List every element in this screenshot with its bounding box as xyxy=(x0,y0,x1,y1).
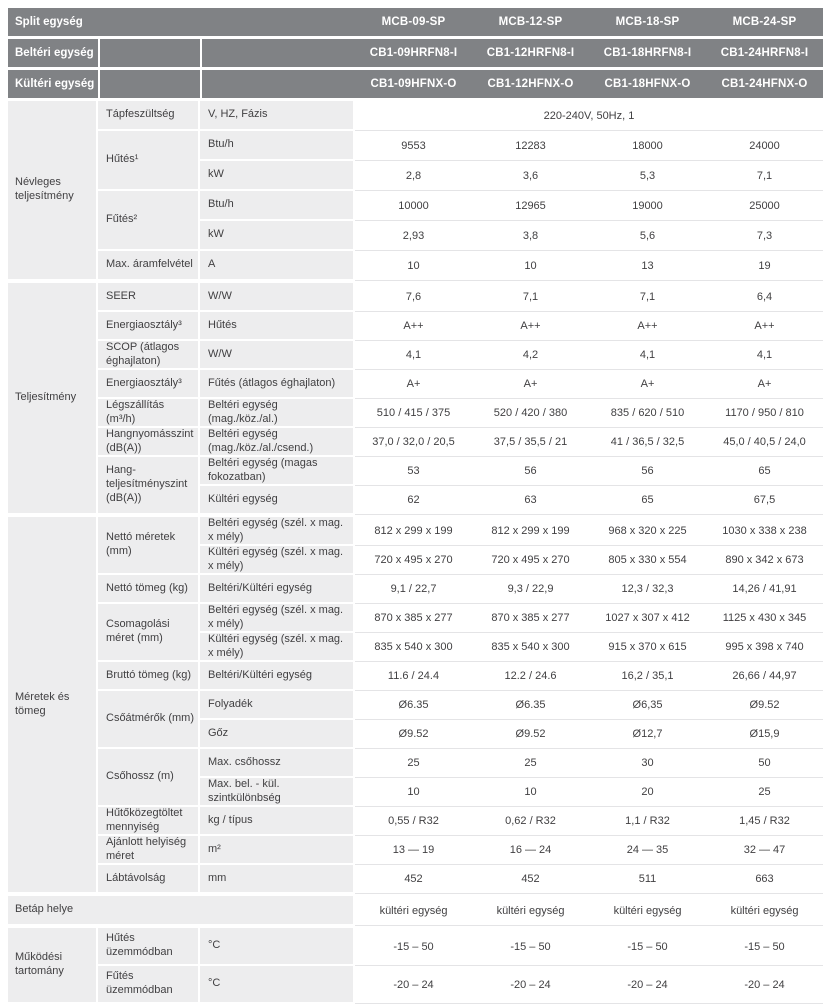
spec-sub-cell: mm xyxy=(200,865,355,894)
spec-value-cell: 65 xyxy=(706,457,823,486)
spec-value-cell: -20 – 24 xyxy=(355,966,472,1004)
spec-value-cell: 968 x 320 x 225 xyxy=(589,517,706,546)
spec-sub-cell: A xyxy=(200,251,355,281)
spec-sub-cell: V, HZ, Fázis xyxy=(200,101,355,131)
spec-value-cell: 510 / 415 / 375 xyxy=(355,399,472,428)
spec-sub-cell: Fűtés (átlagos éghajlaton) xyxy=(200,370,355,399)
spec-value-cell: 26,66 / 44,97 xyxy=(706,662,823,691)
spec-value-cell: Ø9.52 xyxy=(706,691,823,720)
header-row xyxy=(8,39,823,67)
spec-value-cell: 1030 x 338 x 238 xyxy=(706,517,823,546)
spec-sub-cell: Btu/h xyxy=(200,191,355,221)
spec-value-cell: 25 xyxy=(355,749,472,778)
spec-value-cell: -20 – 24 xyxy=(589,966,706,1004)
spec-value-cell: 62 xyxy=(355,486,472,515)
spec-value-cell: 63 xyxy=(472,486,589,515)
header-row xyxy=(8,8,823,36)
model-name-cell: MCB-12-SP xyxy=(472,8,589,36)
spec-label-cell: SCOP (átlagos éghajlaton) xyxy=(98,341,200,370)
spec-value-cell: 890 x 342 x 673 xyxy=(706,546,823,575)
spec-value-cell: 9,1 / 22,7 xyxy=(355,575,472,604)
model-name-cell: CB1-12HFNX-O xyxy=(472,70,589,98)
spec-value-span-cell: 220-240V, 50Hz, 1 xyxy=(355,101,823,131)
spec-value-cell: -15 – 50 xyxy=(472,928,589,966)
spec-sheet xyxy=(8,8,823,1004)
spec-value-cell: 13 xyxy=(589,251,706,281)
spec-value-cell: 10 xyxy=(472,251,589,281)
spec-value-cell: -15 – 50 xyxy=(355,928,472,966)
spec-label-cell: Lábtávolság xyxy=(98,865,200,894)
spec-label-cell: Bruttó tömeg (kg) xyxy=(98,662,200,691)
model-name-cell: CB1-09HFNX-O xyxy=(355,70,472,98)
spec-value-cell: 835 / 620 / 510 xyxy=(589,399,706,428)
spec-sub-cell: Beltéri/Kültéri egység xyxy=(200,575,355,604)
spec-value-cell: 50 xyxy=(706,749,823,778)
spec-label-cell: Tápfeszültség xyxy=(98,101,200,131)
spec-value-cell: 41 / 36,5 / 32,5 xyxy=(589,428,706,457)
spec-value-cell: 24 — 35 xyxy=(589,836,706,865)
header-row-label: Split egység xyxy=(8,8,355,36)
spec-value-cell: 7,6 xyxy=(355,283,472,312)
spec-value-cell: 1,1 / R32 xyxy=(589,807,706,836)
model-name-cell: CB1-09HRFN8-I xyxy=(355,39,472,67)
spec-value-cell: 7,1 xyxy=(589,283,706,312)
spec-value-cell: 56 xyxy=(472,457,589,486)
spec-value-cell: 7,1 xyxy=(472,283,589,312)
category-cell: Méretek és tömeg xyxy=(8,517,98,894)
spec-value-cell: 12,3 / 32,3 xyxy=(589,575,706,604)
spec-sub-cell: Beltéri egység (mag./köz./al.) xyxy=(200,399,355,428)
spec-sub-cell: Max. csőhossz xyxy=(200,749,355,778)
spec-value-cell: 7,3 xyxy=(706,221,823,251)
spec-value-cell: 25 xyxy=(472,749,589,778)
spec-value-cell: 812 x 299 x 199 xyxy=(355,517,472,546)
spec-value-cell: A++ xyxy=(472,312,589,341)
spec-value-cell: 1125 x 430 x 345 xyxy=(706,604,823,633)
spec-value-cell: 812 x 299 x 199 xyxy=(472,517,589,546)
spec-value-cell: 1,45 / R32 xyxy=(706,807,823,836)
spec-value-cell: 24000 xyxy=(706,131,823,161)
spec-label-cell: Hangnyomásszint (dB(A)) xyxy=(98,428,200,457)
spec-value-cell: Ø15,9 xyxy=(706,720,823,749)
spec-value-cell: 1027 x 307 x 412 xyxy=(589,604,706,633)
spec-section xyxy=(8,896,823,926)
spec-value-cell: 12.2 / 24.6 xyxy=(472,662,589,691)
spec-label-cell: Hang-teljesítményszint (dB(A)) xyxy=(98,457,200,515)
model-name-cell: MCB-09-SP xyxy=(355,8,472,36)
spec-sub-cell: Beltéri egység (szél. x mag. x mély) xyxy=(200,517,355,546)
spec-value-cell: 0,55 / R32 xyxy=(355,807,472,836)
spec-value-cell: 805 x 330 x 554 xyxy=(589,546,706,575)
spec-value-cell: 12283 xyxy=(472,131,589,161)
spec-sub-cell: Beltéri egység (szél. x mag. x mély) xyxy=(200,604,355,633)
spec-value-cell: 7,1 xyxy=(706,161,823,191)
spec-value-cell: Ø6.35 xyxy=(355,691,472,720)
spec-sub-cell: Gőz xyxy=(200,720,355,749)
spec-value-cell: 720 x 495 x 270 xyxy=(472,546,589,575)
spec-value-cell: 10 xyxy=(355,778,472,807)
spec-value-cell: 663 xyxy=(706,865,823,894)
spec-value-cell: 16,2 / 35,1 xyxy=(589,662,706,691)
spec-sub-cell: Beltéri egység (mag./köz./al./csend.) xyxy=(200,428,355,457)
spec-section xyxy=(8,101,823,281)
spec-label-cell: Ajánlott helyiség méret xyxy=(98,836,200,865)
spec-sub-cell: m² xyxy=(200,836,355,865)
spec-value-cell: 720 x 495 x 270 xyxy=(355,546,472,575)
spec-sub-cell: Folyadék xyxy=(200,691,355,720)
spec-sub-cell: Kültéri egység xyxy=(200,486,355,515)
spec-value-cell: 32 — 47 xyxy=(706,836,823,865)
spec-value-cell: A++ xyxy=(355,312,472,341)
spec-sub-cell: Kültéri egység (szél. x mag. x mély) xyxy=(200,633,355,662)
spec-label-cell: Hűtőközegtöltet mennyiség xyxy=(98,807,200,836)
spec-value-cell: 19000 xyxy=(589,191,706,221)
model-name-cell: CB1-24HRFN8-I xyxy=(706,39,823,67)
spec-label-cell: Energiaosztály³ xyxy=(98,370,200,399)
spec-value-cell: 11.6 / 24.4 xyxy=(355,662,472,691)
spec-value-cell: 835 x 540 x 300 xyxy=(355,633,472,662)
spec-sub-cell: Beltéri/Kültéri egység xyxy=(200,662,355,691)
spec-value-cell: 67,5 xyxy=(706,486,823,515)
spec-sub-cell: Max. bel. - kül. szintkülönbség xyxy=(200,778,355,807)
spec-section xyxy=(8,928,823,1004)
spec-value-cell: 45,0 / 40,5 / 24,0 xyxy=(706,428,823,457)
model-name-cell: MCB-18-SP xyxy=(589,8,706,36)
spec-value-cell: 20 xyxy=(589,778,706,807)
spec-label-cell: SEER xyxy=(98,283,200,312)
spec-sub-cell: Hűtés xyxy=(200,312,355,341)
spec-value-cell: 915 x 370 x 615 xyxy=(589,633,706,662)
spec-sub-cell: kg / típus xyxy=(200,807,355,836)
spec-value-cell: 4,2 xyxy=(472,341,589,370)
spec-label-cell: Hűtés üzemmódban xyxy=(98,928,200,966)
spec-label-cell: Nettó méretek (mm) xyxy=(98,517,200,575)
spec-value-cell: 10000 xyxy=(355,191,472,221)
spec-value-cell: 4,1 xyxy=(589,341,706,370)
spec-value-cell: 5,3 xyxy=(589,161,706,191)
spec-sub-cell: Beltéri egység (magas fokozatban) xyxy=(200,457,355,486)
spec-value-cell: A+ xyxy=(706,370,823,399)
header-row xyxy=(8,70,823,98)
category-cell: Névleges teljesítmény xyxy=(8,101,98,281)
spec-sub-cell: W/W xyxy=(200,283,355,312)
spec-value-cell: 30 xyxy=(589,749,706,778)
model-name-cell: CB1-18HFNX-O xyxy=(589,70,706,98)
spec-value-cell: A++ xyxy=(706,312,823,341)
spec-sub-cell: kW xyxy=(200,161,355,191)
spec-label-cell: Max. áramfelvétel xyxy=(98,251,200,281)
spec-table-body xyxy=(8,101,823,1004)
spec-label-cell: Fűtés üzemmódban xyxy=(98,966,200,1004)
spec-value-cell: A+ xyxy=(355,370,472,399)
spec-value-cell: 10 xyxy=(355,251,472,281)
spec-label-cell: Nettó tömeg (kg) xyxy=(98,575,200,604)
spec-value-cell: 12965 xyxy=(472,191,589,221)
spec-sub-cell: W/W xyxy=(200,341,355,370)
spec-value-cell: 3,8 xyxy=(472,221,589,251)
spec-sub-cell: °C xyxy=(200,966,355,1004)
spec-value-cell: 452 xyxy=(355,865,472,894)
spec-value-cell: 1170 / 950 / 810 xyxy=(706,399,823,428)
header-row-label: Beltéri egység xyxy=(8,39,355,67)
spec-value-cell: A+ xyxy=(589,370,706,399)
spec-value-cell: 0,62 / R32 xyxy=(472,807,589,836)
model-name-cell: CB1-18HRFN8-I xyxy=(589,39,706,67)
model-name-cell: MCB-24-SP xyxy=(706,8,823,36)
header-row-label: Kültéri egység xyxy=(8,70,355,98)
spec-sub-cell: Btu/h xyxy=(200,131,355,161)
spec-label-cell: Fűtés² xyxy=(98,191,200,251)
model-name-cell: CB1-12HRFN8-I xyxy=(472,39,589,67)
spec-section xyxy=(8,283,823,515)
spec-value-cell: 6,4 xyxy=(706,283,823,312)
spec-label-cell: Energiaosztály³ xyxy=(98,312,200,341)
spec-value-cell: -20 – 24 xyxy=(706,966,823,1004)
spec-value-cell: 19 xyxy=(706,251,823,281)
spec-value-cell: Ø9.52 xyxy=(355,720,472,749)
spec-value-cell: 3,6 xyxy=(472,161,589,191)
spec-value-cell: kültéri egység xyxy=(706,896,823,926)
spec-label-cell: Csomagolási méret (mm) xyxy=(98,604,200,662)
spec-value-cell: Ø6,35 xyxy=(589,691,706,720)
spec-value-cell: 2,8 xyxy=(355,161,472,191)
spec-value-cell: Ø9.52 xyxy=(472,720,589,749)
spec-label-cell: Csőátmérők (mm) xyxy=(98,691,200,749)
spec-value-cell: 452 xyxy=(472,865,589,894)
spec-value-cell: A++ xyxy=(589,312,706,341)
spec-value-cell: 16 — 24 xyxy=(472,836,589,865)
spec-section xyxy=(8,517,823,894)
spec-value-cell: 37,0 / 32,0 / 20,5 xyxy=(355,428,472,457)
spec-label-cell: Hűtés¹ xyxy=(98,131,200,191)
spec-value-cell: 14,26 / 41,91 xyxy=(706,575,823,604)
category-cell: Működési tartomány xyxy=(8,928,98,1004)
spec-value-cell: 10 xyxy=(472,778,589,807)
spec-value-cell: 56 xyxy=(589,457,706,486)
spec-value-cell: kültéri egység xyxy=(589,896,706,926)
spec-value-cell: 5,6 xyxy=(589,221,706,251)
spec-value-cell: -15 – 50 xyxy=(589,928,706,966)
spec-table-header xyxy=(8,8,823,98)
spec-sub-cell: °C xyxy=(200,928,355,966)
spec-sub-cell: kW xyxy=(200,221,355,251)
spec-value-cell: Ø6.35 xyxy=(472,691,589,720)
spec-value-cell: 25000 xyxy=(706,191,823,221)
spec-value-cell: Ø12,7 xyxy=(589,720,706,749)
spec-value-cell: -15 – 50 xyxy=(706,928,823,966)
spec-value-cell: 2,93 xyxy=(355,221,472,251)
spec-value-cell: -20 – 24 xyxy=(472,966,589,1004)
spec-value-cell: 13 — 19 xyxy=(355,836,472,865)
spec-value-cell: 18000 xyxy=(589,131,706,161)
category-cell: Betáp helye xyxy=(8,896,355,926)
model-name-cell: CB1-24HFNX-O xyxy=(706,70,823,98)
spec-label-cell: Csőhossz (m) xyxy=(98,749,200,807)
spec-value-cell: 4,1 xyxy=(355,341,472,370)
spec-value-cell: 53 xyxy=(355,457,472,486)
spec-value-cell: 870 x 385 x 277 xyxy=(355,604,472,633)
spec-value-cell: 995 x 398 x 740 xyxy=(706,633,823,662)
spec-value-cell: 25 xyxy=(706,778,823,807)
spec-value-cell: 511 xyxy=(589,865,706,894)
spec-sub-cell: Kültéri egység (szél. x mag. x mély) xyxy=(200,546,355,575)
spec-value-cell: 835 x 540 x 300 xyxy=(472,633,589,662)
spec-value-cell: 520 / 420 / 380 xyxy=(472,399,589,428)
spec-value-cell: kültéri egység xyxy=(355,896,472,926)
category-cell: Teljesítmény xyxy=(8,283,98,515)
spec-value-cell: 9553 xyxy=(355,131,472,161)
spec-label-cell: Légszállítás (m³/h) xyxy=(98,399,200,428)
spec-value-cell: kültéri egység xyxy=(472,896,589,926)
spec-value-cell: A+ xyxy=(472,370,589,399)
spec-value-cell: 65 xyxy=(589,486,706,515)
spec-value-cell: 9,3 / 22,9 xyxy=(472,575,589,604)
spec-value-cell: 37,5 / 35,5 / 21 xyxy=(472,428,589,457)
spec-value-cell: 4,1 xyxy=(706,341,823,370)
spec-value-cell: 870 x 385 x 277 xyxy=(472,604,589,633)
